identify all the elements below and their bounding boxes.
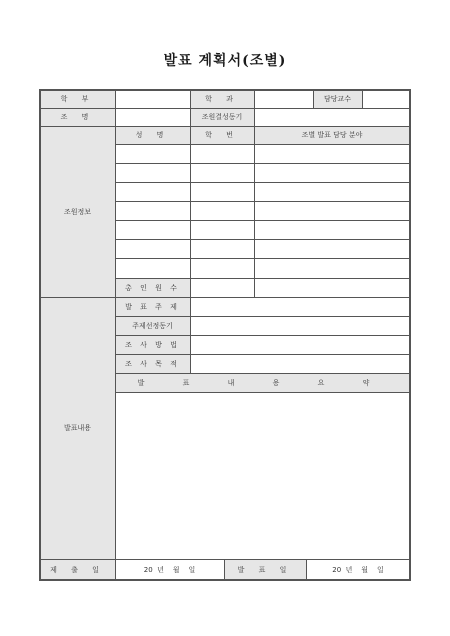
grid-line	[115, 182, 410, 183]
input-major[interactable]	[254, 90, 313, 108]
member-id-input[interactable]	[190, 163, 254, 182]
label-professor: 담당교수	[313, 90, 362, 108]
grid-line	[115, 89, 116, 580]
member-id-input[interactable]	[190, 258, 254, 277]
member-role-input[interactable]	[254, 144, 410, 163]
grid-line	[313, 89, 314, 108]
total-role-cell[interactable]	[254, 278, 410, 297]
member-role-input[interactable]	[254, 163, 410, 182]
label-major: 학 과	[190, 90, 254, 108]
grid-line	[40, 297, 410, 298]
grid-line	[40, 579, 410, 581]
grid-line	[115, 258, 410, 259]
grid-line	[362, 89, 363, 108]
label-method: 조 사 방 법	[115, 335, 190, 354]
grid-line	[40, 559, 410, 560]
input-total-members[interactable]	[190, 278, 254, 297]
label-group-motive: 조원결성동기	[190, 108, 254, 126]
grid-line	[115, 392, 410, 393]
member-id-input[interactable]	[190, 220, 254, 239]
member-name-input[interactable]	[115, 163, 190, 182]
label-presentation-date: 발 표 일	[224, 559, 306, 580]
member-role-input[interactable]	[254, 182, 410, 201]
label-member-info: 조원정보	[40, 126, 115, 297]
member-role-input[interactable]	[254, 258, 410, 277]
grid-line	[115, 201, 410, 202]
col-id: 학 번	[190, 126, 254, 144]
grid-line	[40, 126, 410, 127]
input-professor[interactable]	[362, 90, 410, 108]
label-purpose: 조 사 목 적	[115, 354, 190, 373]
label-department: 학 부	[40, 90, 115, 108]
grid-line	[254, 89, 255, 297]
member-name-input[interactable]	[115, 220, 190, 239]
grid-line	[306, 559, 307, 580]
member-role-input[interactable]	[254, 201, 410, 220]
member-id-input[interactable]	[190, 239, 254, 258]
member-role-input[interactable]	[254, 239, 410, 258]
grid-line	[115, 354, 410, 355]
label-summary: 발 표 내 용 요 약	[115, 373, 410, 392]
member-name-input[interactable]	[115, 239, 190, 258]
input-group-motive[interactable]	[254, 108, 410, 126]
input-topic[interactable]	[190, 297, 410, 316]
grid-line	[115, 335, 410, 336]
col-role: 조별 발표 담당 분야	[254, 126, 410, 144]
grid-line	[115, 239, 410, 240]
grid-line	[40, 89, 410, 91]
member-role-input[interactable]	[254, 220, 410, 239]
input-topic-motive[interactable]	[190, 316, 410, 335]
member-id-input[interactable]	[190, 144, 254, 163]
grid-line	[115, 278, 410, 279]
presentation-date-value[interactable]: 20 년 월 일	[332, 565, 384, 574]
member-name-input[interactable]	[115, 258, 190, 277]
member-name-input[interactable]	[115, 201, 190, 220]
member-name-input[interactable]	[115, 144, 190, 163]
grid-line	[115, 163, 410, 164]
label-submit-date: 제 출 일	[40, 559, 115, 580]
grid-line	[224, 559, 225, 580]
label-presentation-content: 발표내용	[40, 297, 115, 559]
input-method[interactable]	[190, 335, 410, 354]
grid-line	[39, 89, 41, 581]
grid-line	[115, 144, 410, 145]
label-topic-motive: 주제선정동기	[115, 316, 190, 335]
input-group-name[interactable]	[115, 108, 190, 126]
input-purpose[interactable]	[190, 354, 410, 373]
col-name: 성 명	[115, 126, 190, 144]
member-name-input[interactable]	[115, 182, 190, 201]
grid-line	[40, 108, 410, 109]
member-id-input[interactable]	[190, 201, 254, 220]
label-group-name: 조 명	[40, 108, 115, 126]
label-total-members: 총 인 원 수	[115, 278, 190, 297]
page-title: 발표 계획서(조별)	[163, 53, 287, 69]
grid-line	[115, 220, 410, 221]
grid-line	[115, 316, 410, 317]
label-topic: 발 표 주 제	[115, 297, 190, 316]
input-summary[interactable]	[115, 392, 410, 559]
grid-line	[115, 373, 410, 374]
input-department[interactable]	[115, 90, 190, 108]
grid-line	[190, 89, 191, 373]
member-id-input[interactable]	[190, 182, 254, 201]
submit-date-value[interactable]: 20 년 월 일	[143, 565, 196, 574]
